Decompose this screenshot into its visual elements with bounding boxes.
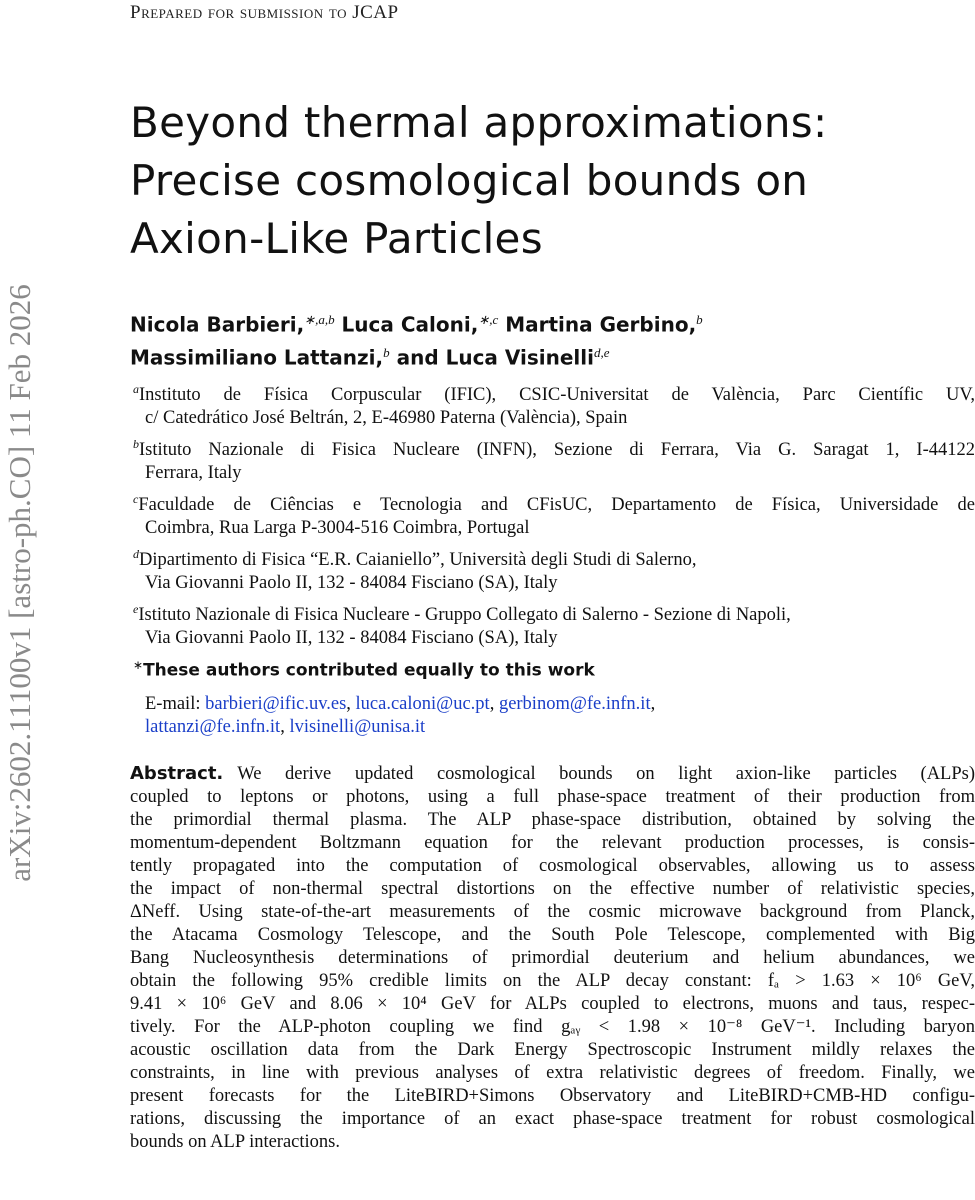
author-name: Martina Gerbino, [505, 312, 697, 337]
abstract-line: momentum-dependent Boltzmann equation for the relevant production processes, is consis- [130, 833, 975, 853]
abstract-line: ΔNeff. Using state-of-the-art measurements of the cosmic microwave background from Planck, [130, 902, 975, 922]
affil-mark: c [133, 492, 139, 506]
affil-text: Coimbra, Rua Larga P-3004-516 Coimbra, Portugal [145, 518, 530, 539]
affiliation [133, 488, 975, 540]
affil-mark: e [133, 602, 139, 616]
author-name: Luca Caloni, [341, 312, 479, 337]
affil-text: Via Giovanni Paolo II, 132 - 84084 Fisciano (SA), Italy [145, 573, 558, 594]
abstract-line: present forecasts for the LiteBIRD+Simons Observatory and LiteBIRD+CMB-HD configu- [130, 1086, 975, 1106]
author-affil: b [696, 312, 703, 327]
abstract-line: rations, discussing the importance of an exact phase-space treatment for robust cosmological [130, 1109, 975, 1129]
affiliation [133, 543, 975, 595]
email-block: E-mail: barbieri@ific.uv.es, luca.caloni@uc.pt, gerbinom@fe.infn.it, lattanzi@fe.infn.it, lvisinelli@unisa.it [145, 694, 656, 737]
email-link[interactable]: lvisinelli@unisa.it [289, 717, 426, 737]
author-affil: d,e [594, 344, 610, 360]
author-list [130, 306, 703, 371]
paper-title [130, 94, 827, 268]
author-affil: ∗,a,b [304, 312, 335, 327]
abstract-line: obtain the following 95% credible limits on the ALP decay constant: fₐ > 1.63 × 10⁶ GeV, [130, 971, 975, 991]
author-name: Massimiliano Lattanzi, [130, 345, 384, 370]
abstract-line: coupled to leptons or photons, using a full phase-space treatment of their production from [130, 787, 975, 807]
abstract-line: We derive updated cosmological bounds on light axion-like particles (ALPs) [237, 764, 975, 784]
abstract-line: 9.41 × 10⁶ GeV and 8.06 × 10⁴ GeV for ALPs coupled to electrons, muons and taus, respec- [130, 994, 975, 1014]
affil-text: c/ Catedrático José Beltrán, 2, E-46980 Paterna (València), Spain [145, 408, 628, 429]
affil-text: Ferrara, Italy [145, 463, 242, 484]
title-line: Axion-Like Particles [130, 214, 543, 263]
affil-mark: b [133, 437, 139, 451]
abstract-line: tively. For the ALP-photon coupling we find gₐᵧ < 1.98 × 10⁻⁸ GeV⁻¹. Including baryon [130, 1017, 975, 1037]
equal-contribution-note [133, 658, 595, 681]
title-line: Precise cosmological bounds on [130, 156, 809, 205]
abstract-line: tently propagated into the computation of cosmological observables, allowing us to assess [130, 856, 975, 876]
author-affil: ∗,c [478, 312, 499, 327]
email-label: E-mail: [145, 694, 206, 714]
affil-text: Instituto de Física Corpuscular (IFIC), CSIC-Universitat de València, Parc Científic UV, [139, 385, 975, 406]
abstract-line: the Atacama Cosmology Telescope, and the South Pole Telescope, complemented with Big [130, 925, 975, 945]
email-link[interactable]: gerbinom@fe.infn.it [498, 694, 651, 714]
affil-text: Via Giovanni Paolo II, 132 - 84084 Fisciano (SA), Italy [145, 628, 558, 649]
abstract-line: the primordial thermal plasma. The ALP phase-space distribution, obtained by solving the [130, 810, 975, 830]
arxiv-stamp: arXiv:2602.11100v1 [astro-ph.CO] 11 Feb 2026 [2, 284, 37, 882]
title-line: Beyond thermal approximations: [130, 98, 828, 147]
abstract-line: the impact of non-thermal spectral distortions on the effective number of relativistic species, [130, 879, 975, 899]
affil-mark: a [133, 382, 139, 396]
email-link[interactable]: lattanzi@fe.infn.it [145, 717, 281, 737]
author-name: Nicola Barbieri, [130, 312, 305, 337]
affil-text: Istituto Nazionale di Fisica Nucleare - Gruppo Collegato di Salerno - Sezione di Napoli, [138, 605, 791, 626]
note-mark: ∗ [133, 658, 144, 672]
abstract-line: bounds on ALP interactions. [130, 1132, 340, 1152]
note-text: These authors contributed equally to this work [143, 660, 595, 681]
abstract-line: constraints, in line with previous analyses of extra relativistic degrees of freedom. Finally, we [130, 1063, 975, 1083]
abstract [130, 762, 975, 1154]
affil-text: Dipartimento di Fisica “E.R. Caianiello”, Università degli Studi di Salerno, [139, 550, 697, 571]
affiliation [133, 598, 975, 650]
email-link[interactable]: luca.caloni@uc.pt [355, 694, 490, 714]
affiliation [133, 378, 975, 430]
abstract-line: acoustic oscillation data from the Dark Energy Spectroscopic Instrument mildly relaxes the [130, 1040, 975, 1060]
affil-text: Faculdade de Ciências e Tecnologia and CFisUC, Departamento de Física, Universidade de [138, 495, 975, 516]
journal-header: Prepared for submission to JCAP [130, 2, 399, 23]
abstract-line: Bang Nucleosynthesis determinations of primordial deuterium and helium abundances, we [130, 948, 975, 968]
abstract-label: Abstract. [130, 763, 224, 784]
affil-text: Istituto Nazionale di Fisica Nucleare (INFN), Sezione di Ferrara, Via G. Saragat 1, I-44122 [139, 440, 975, 461]
affiliation [133, 433, 975, 485]
affil-mark: d [133, 547, 139, 561]
author-name: and Luca Visinelli [396, 345, 594, 370]
email-link[interactable]: barbieri@ific.uv.es [205, 694, 347, 714]
author-affil: b [383, 344, 390, 360]
